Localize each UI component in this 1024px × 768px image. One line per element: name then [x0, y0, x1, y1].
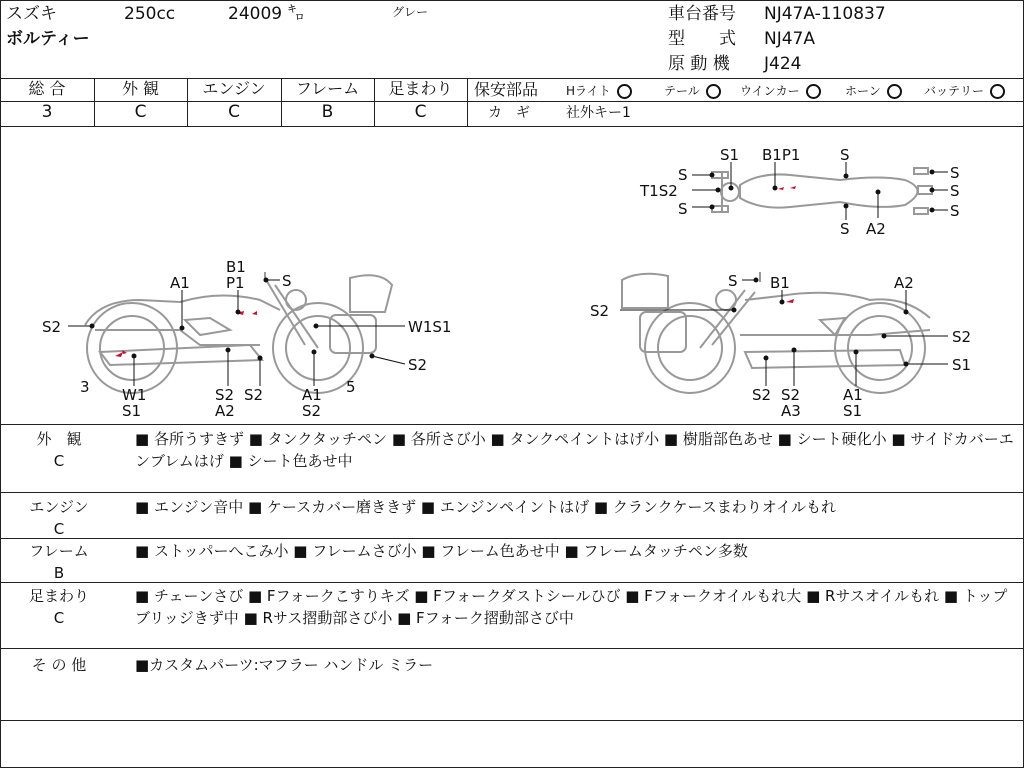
key-value: 社外キー1 — [566, 105, 631, 121]
note-frame-text: ■ ストッパーへこみ小 ■ フレームさび小 ■ フレーム色あせ中 ■ フレームタッチペン多数 — [135, 542, 748, 560]
top-view-bike — [712, 168, 932, 214]
top-s-right3: S — [950, 202, 960, 220]
note-other-text: ■カスタムパーツ:マフラー ハンドル ミラー — [135, 656, 434, 674]
top-a2: A2 — [866, 220, 886, 238]
note-engine-label: エンジン C — [29, 498, 89, 538]
ok-circle-icon — [887, 84, 902, 99]
grade-exterior-label: 外 観 — [121, 79, 160, 98]
type-value: NJ47A — [764, 29, 815, 49]
right-a3: A3 — [781, 402, 801, 420]
color: グレー — [392, 5, 429, 19]
safety-item-horn: ホーン — [845, 84, 902, 99]
note-suspension-text: ■ チェーンさび ■ Fフォークこすりキズ ■ Fフォークダストシールひび ■ Fフォークオイルもれ大 ■ Rサスオイルもれ ■ トップブリッジきず中 ■ Rサス摺動部さび小 ■ Fフォーク摺動部さび中 — [135, 587, 1008, 627]
note-other-label: そ の 他 — [31, 656, 87, 674]
grade-overall-label: 総 合 — [28, 79, 66, 98]
right-b1: B1 — [770, 274, 790, 292]
note-exterior-text: ■ 各所うすきず ■ タンクタッチペン ■ 各所さび小 ■ タンクペイントはげ小 ■ 樹脂部色あせ ■ シート硬化小 ■ サイドカバーエンブレムはげ ■ シート色あせ中 — [135, 430, 1014, 470]
top-s-right1: S — [950, 164, 960, 182]
model-name: ボルティー — [6, 29, 90, 49]
ok-circle-icon — [806, 84, 821, 99]
left-a1-b: A1 — [302, 386, 322, 404]
left-w1: W1 — [122, 386, 147, 404]
note-frame-label: フレーム B — [29, 542, 89, 582]
top-s1: S1 — [720, 146, 740, 164]
engine-value: J424 — [764, 54, 802, 74]
top-s-bottom: S — [840, 220, 850, 238]
safety-item-winker: ウインカー — [740, 84, 821, 99]
top-b1p1: B1P1 — [762, 146, 801, 164]
engine-label: 原 動 機 — [668, 54, 730, 74]
right-s1: S1 — [843, 402, 863, 420]
grade-frame-value: B — [321, 102, 334, 122]
displacement: 250cc — [124, 4, 176, 24]
right-s2a: S2 — [752, 386, 772, 404]
grade-suspension-value: C — [414, 102, 427, 122]
ok-circle-icon — [617, 84, 632, 99]
mileage: 24009 ㌔ — [228, 4, 305, 24]
maker: スズキ — [6, 4, 57, 24]
note-engine-text: ■ エンジン音中 ■ ケースカバー磨ききず ■ エンジンペイントはげ ■ クランクケースまわりオイルもれ — [135, 498, 837, 516]
right-a2: A2 — [894, 274, 914, 292]
left-s: S — [282, 272, 292, 290]
safety-label: 保安部品 — [474, 80, 539, 99]
type-label: 型 式 — [668, 29, 736, 49]
left-s2-c: S2 — [302, 402, 322, 420]
note-exterior-label: 外 観 C — [36, 430, 82, 470]
left-s1: S1 — [122, 402, 142, 420]
left-a2: A2 — [215, 402, 235, 420]
grade-suspension-label: 足まわり — [388, 79, 453, 98]
left-b1: B1 — [226, 258, 246, 276]
left-s2a: S2 — [215, 386, 235, 404]
left-5: 5 — [346, 378, 356, 396]
grade-frame-label: フレーム — [295, 79, 360, 98]
left-s2b: S2 — [244, 386, 264, 404]
top-s: S — [840, 146, 850, 164]
safety-item-tail: テール — [664, 84, 721, 99]
frame-no: NJ47A-110837 — [764, 4, 886, 24]
top-t1s2: T1S2 — [640, 182, 678, 200]
right-s: S — [728, 272, 738, 290]
right-s2b: S2 — [781, 386, 801, 404]
right-s1-right: S1 — [952, 356, 972, 374]
left-w1s1: W1S1 — [408, 318, 452, 336]
ok-circle-icon — [706, 84, 721, 99]
ok-circle-icon — [990, 84, 1005, 99]
left-a1: A1 — [170, 274, 190, 292]
left-s2-right: S2 — [408, 356, 428, 374]
safety-item-battery: バッテリー — [924, 84, 1005, 99]
note-suspension-label: 足まわり C — [28, 587, 89, 627]
key-label: カ ギ — [488, 105, 530, 121]
right-s2-right: S2 — [952, 328, 972, 346]
frame-no-label: 車台番号 — [668, 4, 736, 24]
top-s-left2: S — [678, 200, 688, 218]
left-s2: S2 — [42, 318, 62, 336]
safety-item-headlight: Hライト — [566, 84, 632, 99]
condition-diagram — [0, 127, 1024, 424]
grade-engine-label: エンジン — [202, 79, 266, 98]
top-s-left1: S — [678, 166, 688, 184]
left-3: 3 — [80, 378, 90, 396]
grade-exterior-value: C — [134, 102, 147, 122]
left-p1: P1 — [226, 274, 245, 292]
grade-engine-value: C — [228, 102, 240, 122]
grade-overall-value: 3 — [41, 102, 53, 122]
right-s2-left: S2 — [590, 302, 610, 320]
top-s-right2: S — [950, 182, 960, 200]
right-a1: A1 — [843, 386, 863, 404]
